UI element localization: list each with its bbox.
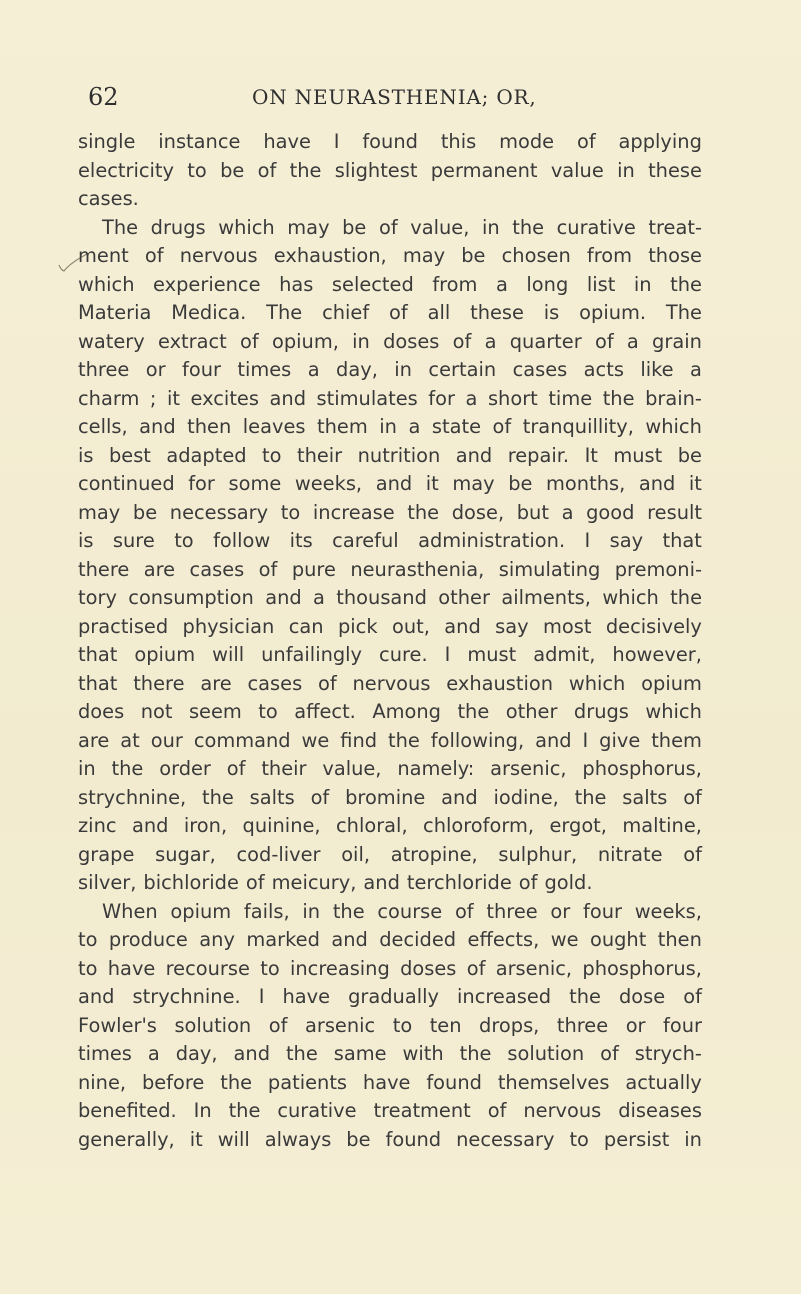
- text-line: may be necessary to increase the dose, but a good result: [78, 500, 702, 524]
- text-line: The drugs which may be of value, in the curative treat-: [102, 215, 702, 239]
- text-line: benefited. In the curative treatment of nervous diseases: [78, 1099, 702, 1122]
- text-line: When opium fails, in the course of three or four weeks,: [102, 899, 702, 923]
- text-line: in the order of their value, namely: arsenic, phosphorus,: [78, 757, 702, 780]
- text-line: grape sugar, cod-liver oil, atropine, sulphur, nitrate of: [78, 842, 702, 866]
- text-line: that there are cases of nervous exhaustion which opium: [78, 671, 702, 695]
- text-line: continued for some weeks, and it may be months, and it: [78, 472, 702, 495]
- text-line: generally, it will always be found necessary to persist in: [78, 1127, 702, 1151]
- text-line: which experience has selected from a long list in the: [78, 272, 702, 296]
- text-line: zinc and iron, quinine, chloral, chloroform, ergot, maltine,: [78, 814, 702, 837]
- text-line: ment of nervous exhaustion, may be chosen from those: [78, 244, 702, 267]
- text-line: and strychnine. I have gradually increased the dose of: [78, 985, 702, 1008]
- text-line: silver, bichloride of meicury, and terchloride of gold.: [78, 871, 593, 894]
- text-line: single instance have I found this mode of applying: [78, 130, 702, 153]
- body-text: [78, 128, 702, 1154]
- text-line: cases.: [78, 187, 139, 210]
- page-header: [0, 82, 801, 112]
- text-line: times a day, and the same with the solution of strych-: [78, 1042, 702, 1065]
- text-line: is best adapted to their nutrition and repair. It must be: [78, 443, 702, 467]
- text-line: to produce any marked and decided effects, we ought then: [78, 928, 702, 951]
- text-line: cells, and then leaves them in a state of tranquillity, which: [78, 415, 702, 438]
- text-line: nine, before the patients have found themselves actually: [78, 1070, 702, 1094]
- text-line: is sure to follow its careful administration. I say that: [78, 529, 702, 552]
- text-line: electricity to be of the slightest permanent value in these: [78, 158, 702, 182]
- text-line: does not seem to affect. Among the other drugs which: [78, 700, 702, 723]
- text-line: practised physician can pick out, and say most decisively: [78, 614, 702, 638]
- text-line: to have recourse to increasing doses of arsenic, phosphorus,: [78, 956, 702, 980]
- text-line: charm ; it excites and stimulates for a short time the brain-: [78, 386, 702, 410]
- running-head: ON NEURASTHENIA; OR,: [252, 85, 537, 109]
- text-line: that opium will unfailingly cure. I must admit, however,: [78, 643, 702, 666]
- text-line: are at our command we find the following, and I give them: [78, 728, 702, 752]
- page-number: 62: [88, 83, 119, 111]
- text-line: strychnine, the salts of bromine and iodine, the salts of: [78, 785, 702, 809]
- text-line: tory consumption and a thousand other ailments, which the: [78, 586, 702, 609]
- text-line: Fowler's solution of arsenic to ten drops, three or four: [78, 1013, 702, 1037]
- text-line: watery extract of opium, in doses of a quarter of a grain: [78, 329, 702, 353]
- text-line: three or four times a day, in certain cases acts like a: [78, 358, 702, 381]
- text-line: Materia Medica. The chief of all these is opium. The: [78, 301, 702, 324]
- text-line: there are cases of pure neurasthenia, simulating premoni-: [78, 557, 702, 581]
